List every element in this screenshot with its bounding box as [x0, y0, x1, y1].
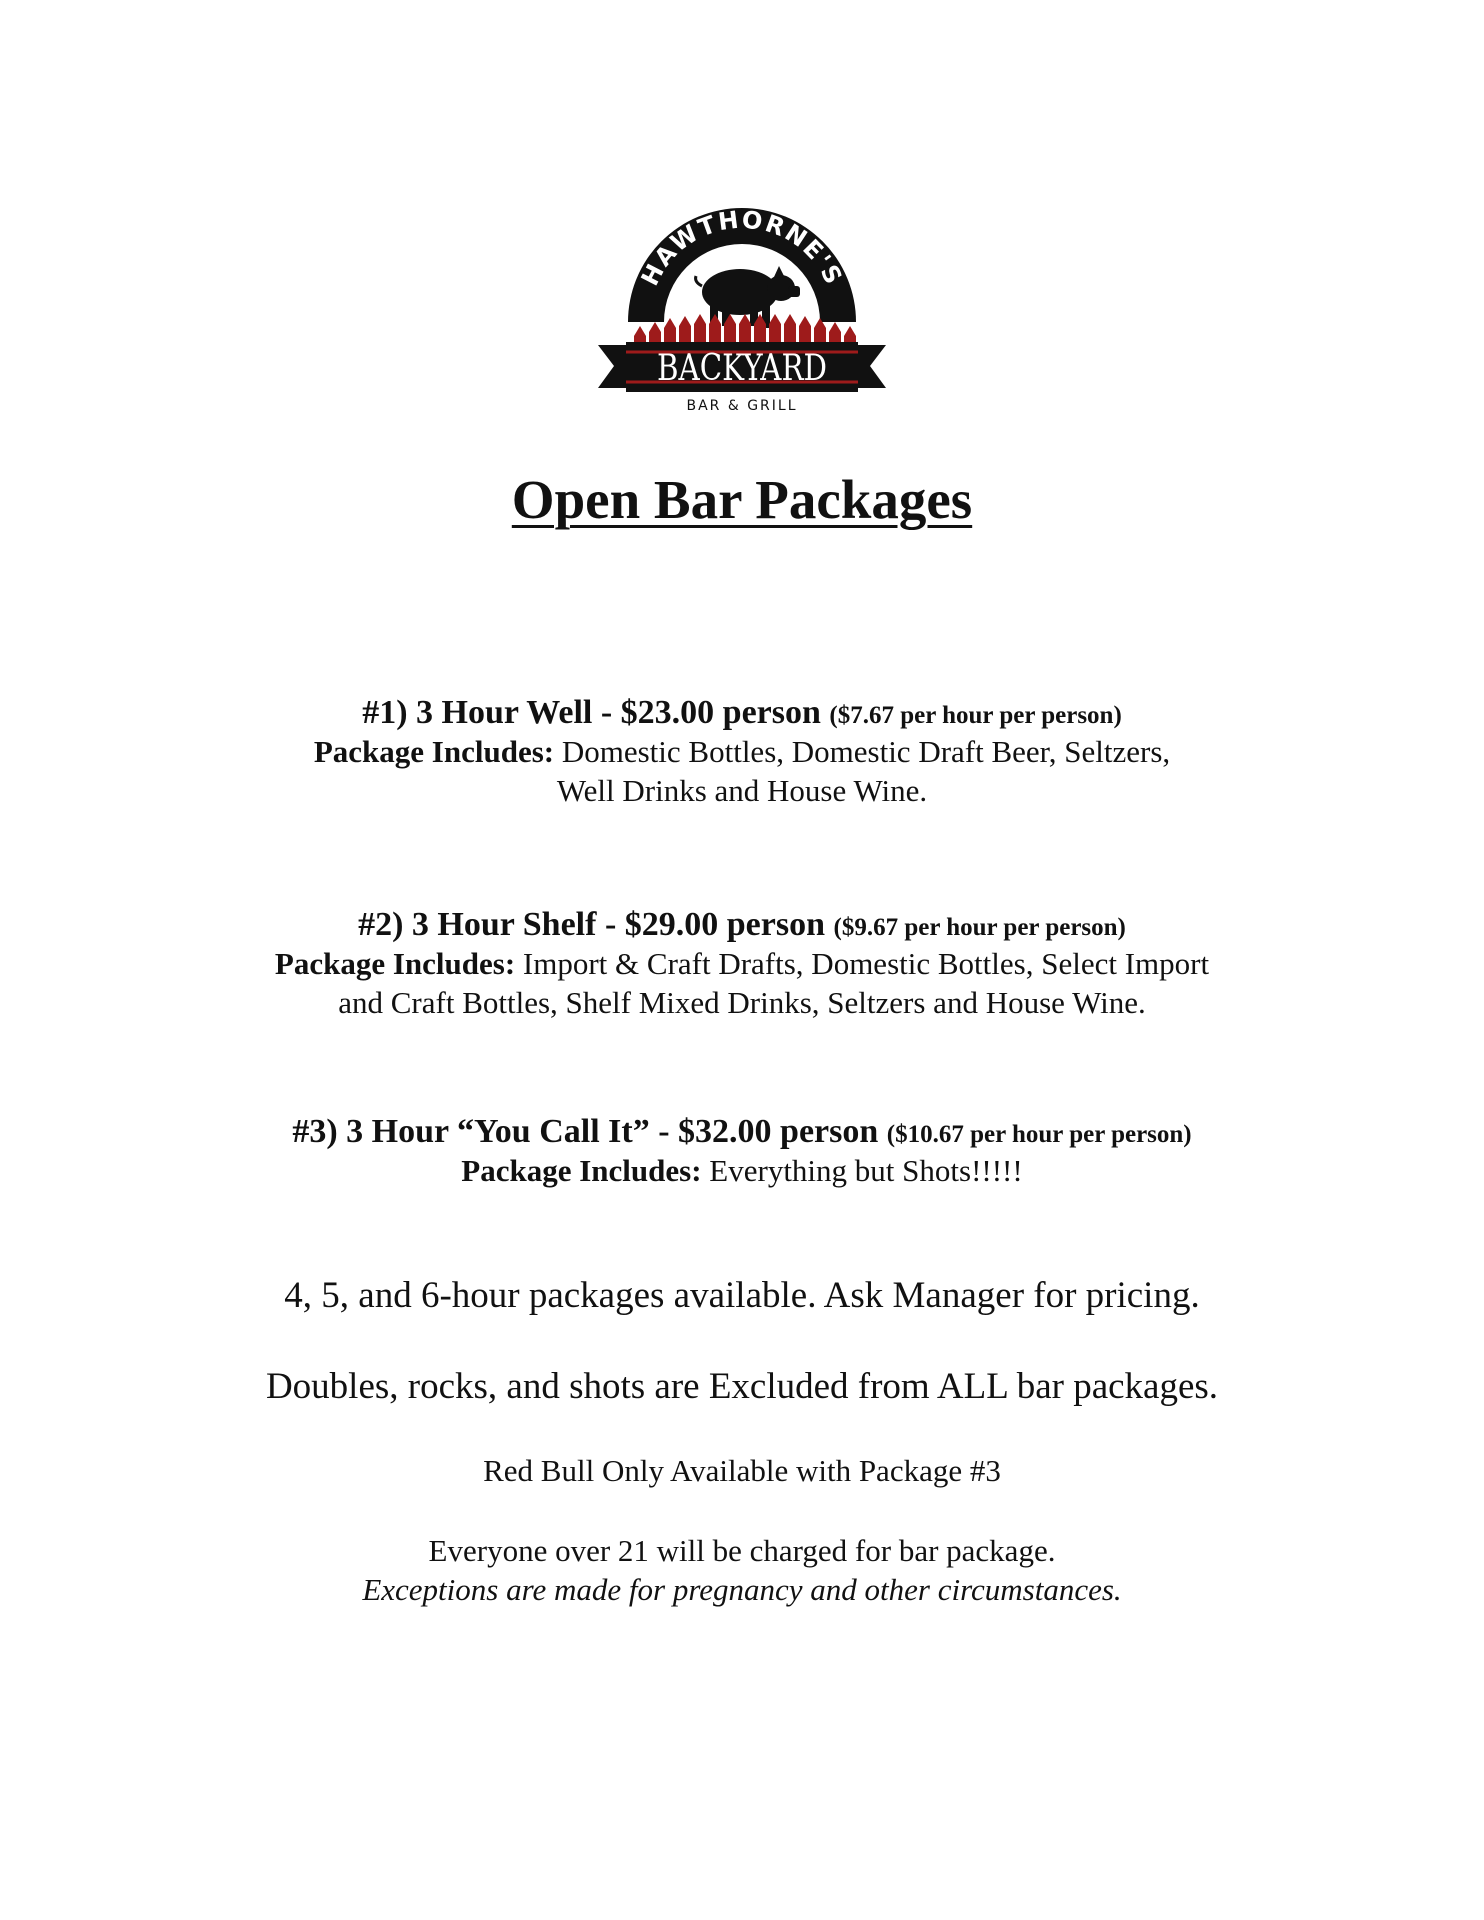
package-3 — [0, 1112, 1484, 1190]
logo-arc-text: HAWTHORNE'S — [635, 205, 849, 291]
logo-sub-text: BAR & GRILL — [686, 398, 798, 414]
page-title: Open Bar Packages — [511, 469, 973, 530]
note-hour-options: 4, 5, and 6-hour packages available. Ask Manager for pricing. — [284, 1275, 1200, 1316]
package-rate: ($7.67 per hour per person) — [829, 702, 1122, 729]
note-red-bull: Red Bull Only Available with Package #3 — [483, 1453, 1001, 1488]
package-heading — [0, 905, 1484, 944]
package-includes — [0, 1151, 1484, 1190]
package-1 — [0, 693, 1484, 810]
includes-label: Package Includes: — [274, 946, 516, 982]
restaurant-logo — [598, 200, 886, 415]
package-title: #1) 3 Hour Well - $23.00 person — [362, 694, 821, 731]
includes-text: Import & Craft Drafts, Domestic Bottles, Select Import — [522, 946, 1210, 982]
logo-banner-text: BACKYARD — [657, 348, 827, 389]
package-includes-cont: and Craft Bottles, Shelf Mixed Drinks, Seltzers and House Wine. — [338, 985, 1146, 1021]
includes-text: Domestic Bottles, Domestic Draft Beer, Seltzers, — [561, 734, 1171, 770]
package-includes-cont: Well Drinks and House Wine. — [556, 773, 928, 809]
package-title: #3) 3 Hour “You Call It” - $32.00 person — [292, 1113, 879, 1150]
note-age-charge: Everyone over 21 will be charged for bar package. — [428, 1533, 1056, 1568]
note-exclusions: Doubles, rocks, and shots are Excluded from ALL bar packages. — [265, 1366, 1219, 1407]
includes-text: Everything but Shots!!!!! — [709, 1153, 1023, 1189]
package-includes — [0, 944, 1484, 983]
note-exceptions: Exceptions are made for pregnancy and other circumstances. — [362, 1572, 1122, 1607]
package-title: #2) 3 Hour Shelf - $29.00 person — [358, 906, 825, 943]
package-rate: ($10.67 per hour per person) — [886, 1121, 1192, 1148]
package-includes — [0, 732, 1484, 771]
package-heading — [0, 1112, 1484, 1151]
includes-label: Package Includes: — [461, 1153, 702, 1189]
package-2 — [0, 905, 1484, 1022]
package-heading — [0, 693, 1484, 732]
package-rate: ($9.67 per hour per person) — [833, 914, 1126, 941]
includes-label: Package Includes: — [313, 734, 555, 770]
